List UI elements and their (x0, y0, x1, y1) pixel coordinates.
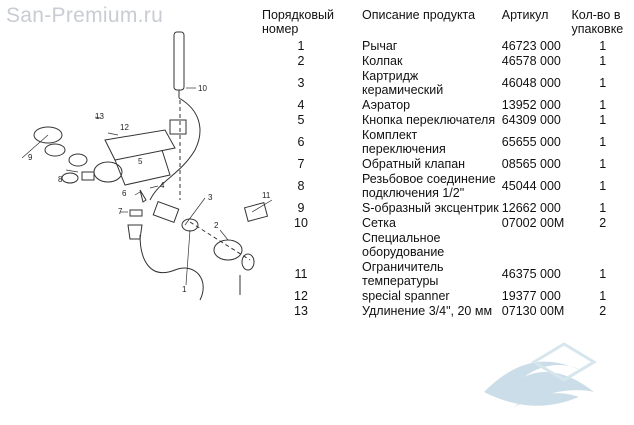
row-number: 9 (297, 201, 305, 215)
callout-8: 8 (58, 175, 63, 184)
wave-logo-icon (474, 332, 628, 424)
wall-holder (170, 120, 186, 134)
table-row (262, 289, 634, 304)
row-article: 46375 000 (501, 267, 561, 281)
table-row (262, 54, 634, 69)
header-quantity: Кол-во в упаковке (571, 8, 624, 36)
row-quantity: 2 (599, 216, 607, 230)
row-quantity: 1 (599, 113, 607, 127)
table-row (262, 172, 634, 201)
row-article: 07130 00M (501, 304, 565, 318)
shower-hose (150, 98, 200, 200)
shower-handset (174, 32, 184, 90)
table-row (262, 201, 634, 216)
row-article: 07002 00M (501, 216, 565, 230)
row-number (262, 231, 362, 260)
callout-11: 11 (262, 191, 271, 200)
row-description: Кнопка переключателя (362, 113, 496, 127)
cover-cap (214, 240, 242, 260)
row-number: 7 (297, 157, 305, 171)
callout-1: 1 (182, 285, 187, 294)
table-row (262, 113, 634, 128)
row-number: 10 (294, 216, 308, 230)
row-quantity: 1 (599, 179, 607, 193)
table-row (262, 231, 634, 260)
row-number: 1 (297, 39, 305, 53)
table-row (262, 260, 634, 289)
row-number: 3 (297, 76, 305, 90)
row-article: 65655 000 (501, 135, 561, 149)
row-quantity: 1 (599, 289, 607, 303)
exploded-parts-diagram (0, 0, 272, 425)
callout-2: 2 (214, 221, 219, 230)
cartridge (153, 202, 178, 223)
row-article: 64309 000 (501, 113, 561, 127)
row-quantity: 1 (599, 76, 607, 90)
row-description: Аэратор (362, 98, 411, 112)
row-quantity (572, 231, 634, 260)
table-row (262, 39, 634, 54)
row-quantity: 1 (599, 54, 607, 68)
table-row (262, 216, 634, 231)
row-description: Колпак (362, 54, 403, 68)
table-row (262, 304, 634, 319)
row-description: Рычаг (362, 39, 398, 53)
row-quantity: 1 (599, 267, 607, 281)
row-number: 8 (297, 179, 305, 193)
table-header-row (262, 8, 634, 39)
row-description: Комплект переключения (362, 128, 446, 156)
row-article: 45044 000 (501, 179, 561, 193)
row-description: S-образный эксцентрик (362, 201, 499, 215)
row-number: 5 (297, 113, 305, 127)
header-article: Артикул (501, 8, 549, 22)
table-row (262, 69, 634, 98)
table-row (262, 157, 634, 172)
row-article: 19377 000 (501, 289, 561, 303)
callout-7: 7 (118, 207, 123, 216)
row-quantity: 1 (599, 157, 607, 171)
row-quantity: 1 (599, 135, 607, 149)
row-article: 46048 000 (501, 76, 561, 90)
row-description: Обратный клапан (362, 157, 466, 171)
row-quantity: 1 (599, 201, 607, 215)
row-description: Специальное оборудование (362, 231, 445, 259)
row-description: Резьбовое соединение подключения 1/2" (362, 172, 496, 200)
row-quantity: 1 (599, 98, 607, 112)
row-quantity: 1 (599, 39, 607, 53)
header-number: Порядковый номер (262, 8, 334, 36)
row-number: 4 (297, 98, 305, 112)
table-row (262, 98, 634, 113)
row-number: 2 (297, 54, 305, 68)
callout-3: 3 (208, 193, 213, 202)
header-description: Описание продукта (362, 8, 476, 22)
parts-table (262, 8, 634, 319)
callout-12: 12 (120, 123, 129, 132)
row-description: Удлинение 3/4", 20 мм (362, 304, 493, 318)
row-article: 46723 000 (501, 39, 561, 53)
row-article: 12662 000 (501, 201, 561, 215)
row-description: special spanner (362, 289, 450, 303)
row-number: 11 (294, 267, 308, 281)
row-description: Сетка (362, 216, 396, 230)
callout-6: 6 (122, 189, 127, 198)
callout-10: 10 (198, 84, 207, 93)
callout-9: 9 (28, 153, 33, 162)
row-quantity: 2 (599, 304, 607, 318)
row-description: Ограничитель температуры (362, 260, 444, 288)
row-number: 13 (294, 304, 308, 318)
row-article: 08565 000 (501, 157, 561, 171)
table-row (262, 128, 634, 157)
callout-13: 13 (95, 112, 104, 121)
callout-5: 5 (138, 157, 143, 166)
row-number: 12 (294, 289, 308, 303)
mixer-spout (94, 162, 122, 182)
site-watermark: San-Premium.ru (6, 4, 164, 27)
row-article (502, 231, 572, 260)
row-number: 6 (297, 135, 305, 149)
row-article: 13952 000 (501, 98, 561, 112)
row-description: Картридж керамический (362, 69, 444, 97)
row-article: 46578 000 (501, 54, 561, 68)
callout-4: 4 (160, 181, 165, 190)
